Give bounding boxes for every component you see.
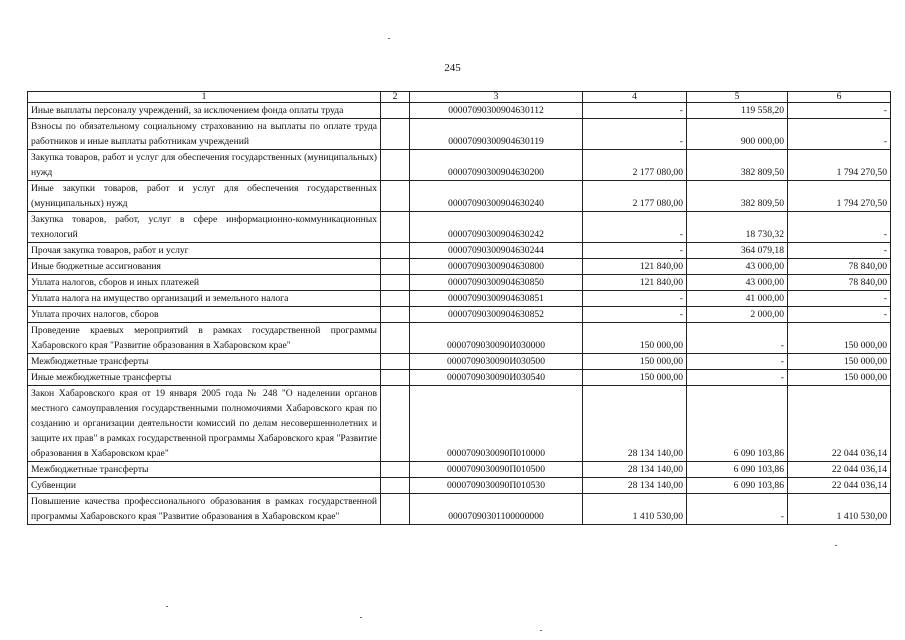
header-cell: 6	[788, 92, 891, 103]
row-name-cell: Проведение краевых мероприятий в рамках государственной программы Хабаровского края "Развитие образования в Хабаровском крае"	[28, 323, 381, 354]
row-code-cell: 00007090300904630850	[410, 275, 583, 291]
row-name-cell: Взносы по обязательному социальному страхованию на выплаты по оплате труда работников и иные выплаты работникам учреждений	[28, 119, 381, 150]
row-code-cell: 00007090301100000000	[410, 494, 583, 525]
header-cell: 3	[410, 92, 583, 103]
row-name-cell: Субвенции	[28, 478, 381, 494]
row-fact-cell: 43 000,00	[687, 275, 788, 291]
speck	[388, 38, 390, 39]
row-fact-cell: 364 079,18	[687, 243, 788, 259]
row-empty-cell	[381, 386, 410, 462]
row-code-cell: 00007090300904630244	[410, 243, 583, 259]
row-empty-cell	[381, 323, 410, 354]
row-fact-cell: -	[687, 323, 788, 354]
table-row	[28, 212, 891, 243]
row-fact-cell: 382 809,50	[687, 150, 788, 181]
row-fact-cell: 2 000,00	[687, 307, 788, 323]
row-empty-cell	[381, 181, 410, 212]
row-empty-cell	[381, 259, 410, 275]
row-rest-cell: -	[788, 243, 891, 259]
table-row	[28, 386, 891, 462]
row-fact-cell: 900 000,00	[687, 119, 788, 150]
speck	[540, 630, 542, 631]
row-fact-cell: 43 000,00	[687, 259, 788, 275]
table-row	[28, 119, 891, 150]
speck	[835, 545, 837, 546]
row-plan-cell: 28 134 140,00	[583, 386, 687, 462]
row-plan-cell: 2 177 080,00	[583, 181, 687, 212]
row-fact-cell: 119 558,20	[687, 103, 788, 119]
row-empty-cell	[381, 307, 410, 323]
row-rest-cell: 78 840,00	[788, 259, 891, 275]
row-plan-cell: 150 000,00	[583, 354, 687, 370]
row-code-cell: 0000709030090П010000	[410, 386, 583, 462]
row-empty-cell	[381, 370, 410, 386]
row-plan-cell: 28 134 140,00	[583, 478, 687, 494]
page-number: 245	[444, 62, 461, 74]
row-name-cell: Межбюджетные трансферты	[28, 354, 381, 370]
row-plan-cell: 121 840,00	[583, 259, 687, 275]
row-fact-cell: 41 000,00	[687, 291, 788, 307]
row-code-cell: 00007090300904630851	[410, 291, 583, 307]
row-name-cell: Закупка товаров, работ и услуг для обеспечения государственных (муниципальных) нужд	[28, 150, 381, 181]
row-code-cell: 00007090300904630240	[410, 181, 583, 212]
row-name-cell: Прочая закупка товаров, работ и услуг	[28, 243, 381, 259]
row-fact-cell: 6 090 103,86	[687, 478, 788, 494]
table-row	[28, 275, 891, 291]
row-code-cell: 00007090300904630200	[410, 150, 583, 181]
row-name-cell: Межбюджетные трансферты	[28, 462, 381, 478]
row-code-cell: 00007090300904630242	[410, 212, 583, 243]
table-row	[28, 494, 891, 525]
table-row	[28, 462, 891, 478]
row-code-cell: 0000709030090И030540	[410, 370, 583, 386]
row-rest-cell: 1 794 270,50	[788, 181, 891, 212]
row-fact-cell: 6 090 103,86	[687, 386, 788, 462]
table-row	[28, 478, 891, 494]
row-empty-cell	[381, 103, 410, 119]
row-plan-cell: 1 410 530,00	[583, 494, 687, 525]
row-name-cell: Уплата налога на имущество организаций и земельного налога	[28, 291, 381, 307]
row-plan-cell: -	[583, 243, 687, 259]
row-plan-cell: -	[583, 119, 687, 150]
row-plan-cell: 28 134 140,00	[583, 462, 687, 478]
row-empty-cell	[381, 275, 410, 291]
row-empty-cell	[381, 354, 410, 370]
row-rest-cell: 22 044 036,14	[788, 478, 891, 494]
table-row	[28, 181, 891, 212]
row-name-cell: Закупка товаров, работ, услуг в сфере информационно-коммуникационных технологий	[28, 212, 381, 243]
row-rest-cell: 22 044 036,14	[788, 462, 891, 478]
row-plan-cell: 121 840,00	[583, 275, 687, 291]
row-empty-cell	[381, 462, 410, 478]
row-plan-cell: -	[583, 212, 687, 243]
row-empty-cell	[381, 212, 410, 243]
row-fact-cell: -	[687, 354, 788, 370]
row-name-cell: Уплата налогов, сборов и иных платежей	[28, 275, 381, 291]
row-fact-cell: -	[687, 494, 788, 525]
row-plan-cell: 2 177 080,00	[583, 150, 687, 181]
row-code-cell: 00007090300904630112	[410, 103, 583, 119]
speck	[166, 606, 168, 607]
row-plan-cell: -	[583, 307, 687, 323]
table-row	[28, 243, 891, 259]
row-fact-cell: 382 809,50	[687, 181, 788, 212]
row-empty-cell	[381, 119, 410, 150]
row-code-cell: 0000709030090И030000	[410, 323, 583, 354]
row-code-cell: 0000709030090П010530	[410, 478, 583, 494]
row-fact-cell: 18 730,32	[687, 212, 788, 243]
row-empty-cell	[381, 291, 410, 307]
row-rest-cell: 1 794 270,50	[788, 150, 891, 181]
header-cell: 5	[687, 92, 788, 103]
row-name-cell: Закон Хабаровского края от 19 января 2005 года № 248 "О наделении органов местного самоуправления государственными полномочиями Хабаровского края по созданию и организации деятельности комиссий по делам несовершеннолетних и защите их прав" в рамках государственной программы Хабаровского края "Развитие образования в Хабаровском крае"	[28, 386, 381, 462]
row-rest-cell: -	[788, 212, 891, 243]
budget-table	[27, 91, 891, 525]
row-rest-cell: -	[788, 291, 891, 307]
row-plan-cell: -	[583, 291, 687, 307]
header-cell: 1	[28, 92, 381, 103]
row-rest-cell: -	[788, 103, 891, 119]
row-rest-cell: -	[788, 119, 891, 150]
row-empty-cell	[381, 150, 410, 181]
row-code-cell: 00007090300904630119	[410, 119, 583, 150]
table-row	[28, 259, 891, 275]
row-plan-cell: -	[583, 103, 687, 119]
table-row	[28, 307, 891, 323]
header-cell: 2	[381, 92, 410, 103]
row-name-cell: Иные межбюджетные трансферты	[28, 370, 381, 386]
row-code-cell: 0000709030090И030500	[410, 354, 583, 370]
row-empty-cell	[381, 478, 410, 494]
row-name-cell: Повышение качества профессионального образования в рамках государственной программы Хабаровского края "Развитие образования в Хабаровском крае"	[28, 494, 381, 525]
row-rest-cell: 1 410 530,00	[788, 494, 891, 525]
row-name-cell: Уплата прочих налогов, сборов	[28, 307, 381, 323]
row-empty-cell	[381, 243, 410, 259]
row-name-cell: Иные закупки товаров, работ и услуг для обеспечения государственных (муниципальных) нужд	[28, 181, 381, 212]
row-rest-cell: 150 000,00	[788, 354, 891, 370]
row-rest-cell: 150 000,00	[788, 370, 891, 386]
row-rest-cell: 150 000,00	[788, 323, 891, 354]
row-name-cell: Иные бюджетные ассигнования	[28, 259, 381, 275]
table-row	[28, 370, 891, 386]
header-cell: 4	[583, 92, 687, 103]
row-code-cell: 00007090300904630852	[410, 307, 583, 323]
speck	[360, 617, 362, 618]
row-code-cell: 00007090300904630800	[410, 259, 583, 275]
table-row	[28, 354, 891, 370]
row-plan-cell: 150 000,00	[583, 323, 687, 354]
row-fact-cell: 6 090 103,86	[687, 462, 788, 478]
row-name-cell: Иные выплаты персоналу учреждений, за исключением фонда оплаты труда	[28, 103, 381, 119]
row-fact-cell: -	[687, 370, 788, 386]
row-rest-cell: -	[788, 307, 891, 323]
row-code-cell: 0000709030090П010500	[410, 462, 583, 478]
row-rest-cell: 78 840,00	[788, 275, 891, 291]
row-empty-cell	[381, 494, 410, 525]
table-row	[28, 323, 891, 354]
table-row	[28, 103, 891, 119]
row-rest-cell: 22 044 036,14	[788, 386, 891, 462]
table-row	[28, 150, 891, 181]
row-plan-cell: 150 000,00	[583, 370, 687, 386]
header-row	[28, 92, 891, 103]
table-row	[28, 291, 891, 307]
